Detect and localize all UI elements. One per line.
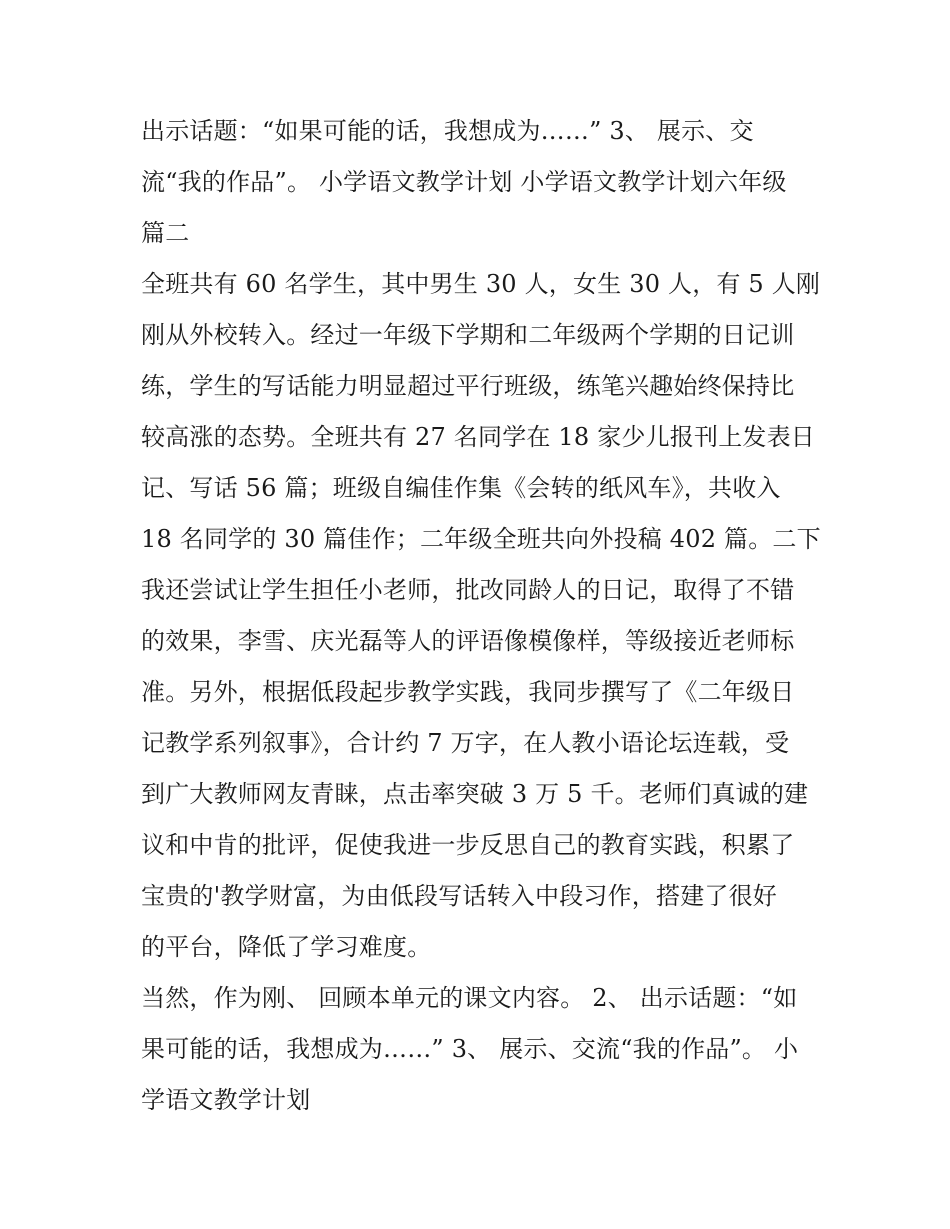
- text-line: 的效果，李雪、庆光磊等人的评语像模像样，等级接近老师标: [141, 627, 795, 655]
- text-line: 练，学生的写话能力明显超过平行班级，练笔兴趣始终保持比: [141, 372, 795, 400]
- paragraph-1: [141, 106, 821, 259]
- paragraph-2: [141, 259, 821, 973]
- document-body: [141, 106, 821, 1126]
- text-line: 议和中肯的批评，促使我进一步反思自己的教育实践，积累了: [141, 831, 795, 859]
- text-line: 出示话题：“如果可能的话，我想成为……” 3、 展示、交: [141, 117, 754, 145]
- text-line: 流“我的作品”。 小学语文教学计划 小学语文教学计划六年级: [141, 168, 787, 196]
- paragraph-3: [141, 973, 821, 1126]
- text-line: 18 名同学的 30 篇佳作；二年级全班共向外投稿 402 篇。二下: [141, 525, 821, 553]
- text-line: 到广大教师网友青睐，点击率突破 3 万 5 千。老师们真诚的建: [141, 780, 809, 808]
- text-line: 记、写话 56 篇；班级自编佳作集《会转的纸风车》，共收入: [141, 474, 781, 502]
- text-line: 刚从外校转入。经过一年级下学期和二年级两个学期的日记训: [141, 321, 795, 349]
- text-line: 宝贵的'教学财富，为由低段写话转入中段习作，搭建了很好: [141, 882, 777, 910]
- text-line: 的平台，降低了学习难度。: [141, 933, 432, 961]
- text-line: 篇二: [141, 219, 190, 247]
- text-line: 果可能的话，我想成为……” 3、 展示、交流“我的作品”。 小: [141, 1035, 799, 1063]
- text-line: 准。另外，根据低段起步教学实践，我同步撰写了《二年级日: [141, 678, 795, 706]
- text-line: 全班共有 60 名学生，其中男生 30 人，女生 30 人，有 5 人刚: [141, 270, 821, 298]
- text-line: 学语文教学计划: [141, 1086, 311, 1114]
- text-line: 记教学系列叙事》，合计约 7 万字，在人教小语论坛连载，受: [141, 729, 790, 757]
- text-line: 较高涨的态势。全班共有 27 名同学在 18 家少儿报刊上发表日: [141, 423, 815, 451]
- text-line: 我还尝试让学生担任小老师，批改同龄人的日记，取得了不错: [141, 576, 795, 604]
- text-line: 当然，作为刚、 回顾本单元的课文内容。 2、 出示话题：“如: [141, 984, 798, 1012]
